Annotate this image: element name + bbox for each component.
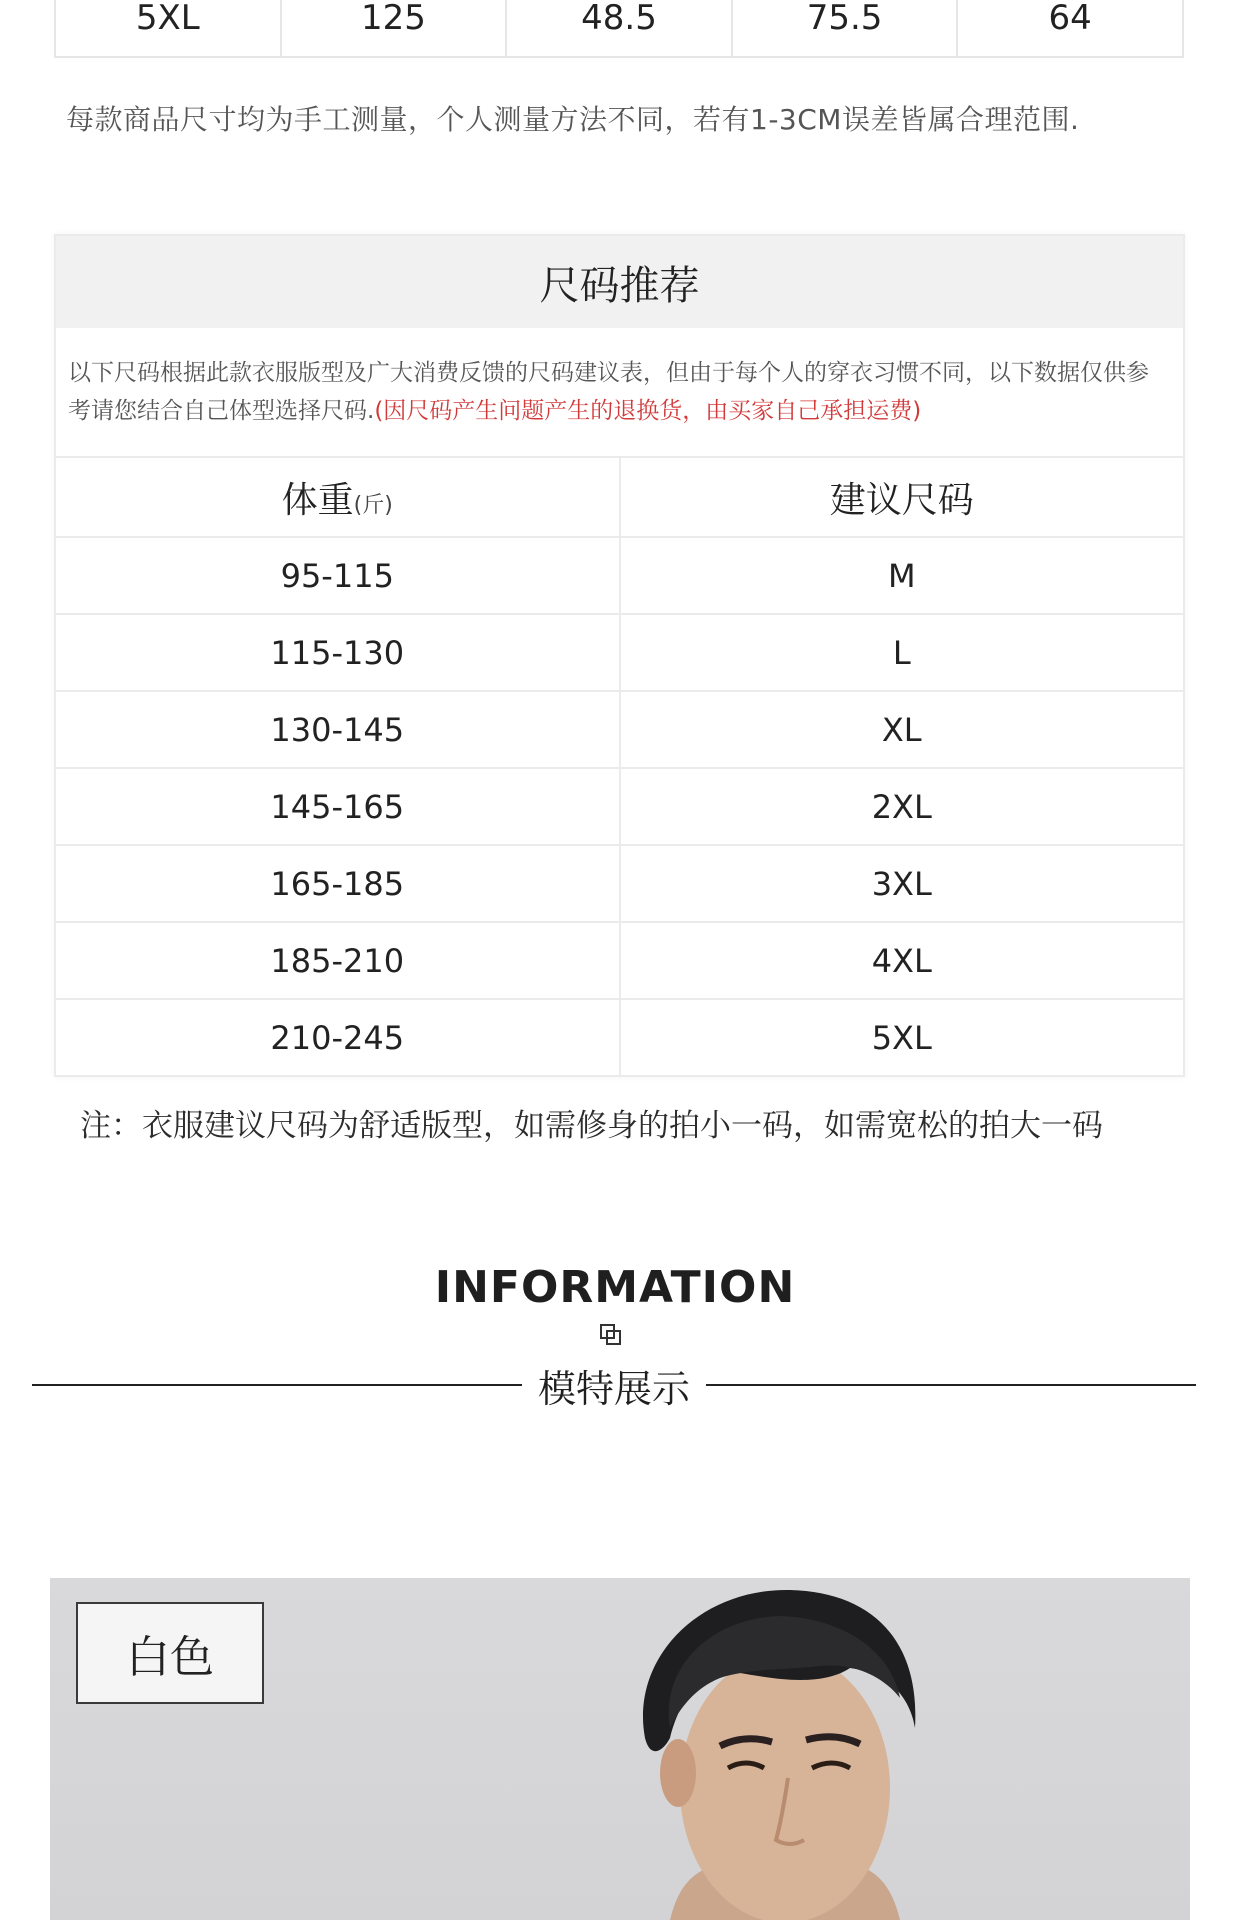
return-policy-note: (因尺码产生问题产生的退换货，由买家自己承担运费) bbox=[374, 398, 922, 424]
layers-icon bbox=[600, 1324, 622, 1346]
table-header-row bbox=[56, 458, 1183, 537]
table-row bbox=[56, 691, 1183, 768]
color-label: 白色 bbox=[76, 1602, 264, 1704]
size-cell: M bbox=[620, 537, 1184, 614]
size-table-last-row bbox=[54, 0, 1184, 58]
size-cell: 5XL bbox=[56, 0, 282, 56]
size-cell: 4XL bbox=[620, 922, 1184, 999]
weight-cell: 210-245 bbox=[56, 999, 620, 1075]
size-cell: 3XL bbox=[620, 845, 1184, 922]
recommendation-desc-text: 以下尺码根据此款衣服版型及广大消费反馈的尺码建议表，但由于每个人的穿衣习惯不同，以下数据仅供参考请您结合自己体型选择尺码. bbox=[68, 360, 1149, 424]
table-row bbox=[56, 537, 1183, 614]
size-cell: XL bbox=[620, 691, 1184, 768]
size-header: 建议尺码 bbox=[620, 458, 1184, 537]
weight-header-label: 体重 bbox=[281, 479, 354, 521]
size-cell: 2XL bbox=[620, 768, 1184, 845]
table-row bbox=[56, 922, 1183, 999]
weight-cell: 145-165 bbox=[56, 768, 620, 845]
size-recommendation-panel bbox=[54, 234, 1185, 1077]
size-cell: L bbox=[620, 614, 1184, 691]
size-cell: 5XL bbox=[871, 1018, 932, 1057]
weight-cell: 130-145 bbox=[56, 691, 620, 768]
table-row bbox=[56, 614, 1183, 691]
measurement-note: 每款商品尺寸均为手工测量，个人测量方法不同，若有1-3CM误差皆属合理范围. bbox=[66, 103, 1080, 136]
recommendation-title: 尺码推荐 bbox=[56, 236, 1183, 328]
recommendation-description bbox=[56, 328, 1183, 458]
information-title: INFORMATION bbox=[434, 1262, 796, 1313]
table-row bbox=[56, 845, 1183, 922]
table-row bbox=[56, 999, 1183, 1075]
fit-note: 注：衣服建议尺码为舒适版型，如需修身的拍小一码，如需宽松的拍大一码 bbox=[80, 1108, 1103, 1144]
weight-cell: 185-210 bbox=[56, 922, 620, 999]
table-row bbox=[56, 768, 1183, 845]
model-photo bbox=[50, 1578, 1190, 1920]
weight-cell: 115-130 bbox=[56, 614, 620, 691]
weight-header bbox=[56, 458, 620, 537]
model-figure bbox=[550, 1578, 970, 1920]
size-cell: 75.5 bbox=[733, 0, 959, 56]
divider-line bbox=[706, 1384, 1196, 1386]
size-cell: 64 bbox=[1048, 0, 1092, 38]
weight-cell: 95-115 bbox=[56, 537, 620, 614]
size-recommendation-table bbox=[56, 458, 1183, 1075]
model-showcase-subtitle: 模特展示 bbox=[537, 1367, 690, 1411]
divider-line bbox=[32, 1384, 522, 1386]
size-cell: 125 bbox=[282, 0, 508, 56]
weight-cell: 165-185 bbox=[56, 845, 620, 922]
size-cell: 48.5 bbox=[507, 0, 733, 56]
weight-unit: (斤) bbox=[353, 492, 393, 518]
